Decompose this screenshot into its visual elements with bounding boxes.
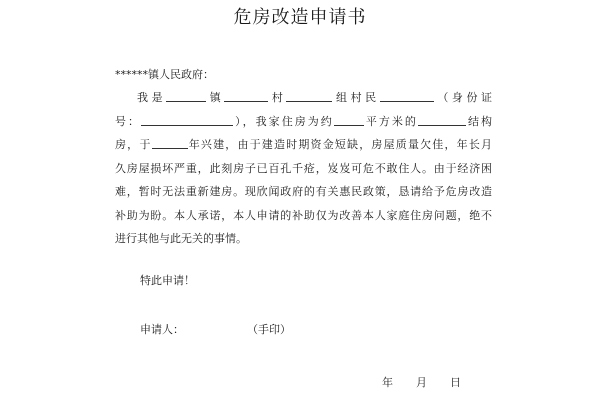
body-line-2 xyxy=(115,110,492,134)
body-text: 组村民 xyxy=(332,91,380,104)
signature-note: （手印） xyxy=(247,323,291,336)
closing-line: 特此申请！ xyxy=(140,274,195,287)
fill-blank-structure xyxy=(418,112,466,126)
salutation: ******镇人民政府： xyxy=(115,68,214,81)
fill-blank-name xyxy=(380,88,434,102)
body-text: 补助为盼。本人承诺，本人申请的补助仅为改善本人家庭住房问题，绝不 xyxy=(115,208,492,222)
body-line-6 xyxy=(115,204,492,228)
body-text: 平方米的 xyxy=(363,114,418,128)
body-text: 年兴建，由于建造时期资金短缺，房屋质量欠佳，年长月 xyxy=(187,138,493,151)
body-text: 进行其他与此无关的事情。 xyxy=(115,232,247,245)
body-text: （身份证 xyxy=(433,91,493,104)
date-month: 月 xyxy=(416,376,427,389)
body-text: 房，于 xyxy=(115,138,152,151)
body-text: ），我家住房为约 xyxy=(233,114,334,128)
date-day: 日 xyxy=(450,376,461,389)
body-line-4 xyxy=(115,157,492,181)
fill-blank-town xyxy=(166,88,206,102)
body-text: 我是 xyxy=(137,91,167,104)
fill-blank-group xyxy=(286,88,332,102)
applicant-label: 申请人： xyxy=(140,323,184,336)
body-line-7 xyxy=(115,227,492,251)
fill-blank-year xyxy=(152,135,188,149)
body-line-5 xyxy=(115,180,492,204)
body-line-1 xyxy=(115,86,492,110)
body-text: 难，暂时无法重新建房。现欣闻政府的有关惠民政策，恳请给予危房改造 xyxy=(115,185,492,198)
body-text: 村 xyxy=(268,91,287,104)
page-title: 危房改造申请书 xyxy=(233,7,367,28)
date-year: 年 xyxy=(382,376,393,389)
fill-blank-village xyxy=(224,88,268,102)
body-text: 镇 xyxy=(206,91,225,104)
body-text: 久房屋损坏严重，此刻房子已百孔千疮，岌岌可危不敢住人。由于经济困 xyxy=(115,161,492,175)
fill-blank-id-number xyxy=(141,112,233,126)
body-text: 号： xyxy=(115,114,142,128)
fill-blank-area xyxy=(334,112,364,126)
letter-body xyxy=(115,86,492,251)
body-text: 结构 xyxy=(465,114,493,128)
body-line-3 xyxy=(115,133,492,157)
